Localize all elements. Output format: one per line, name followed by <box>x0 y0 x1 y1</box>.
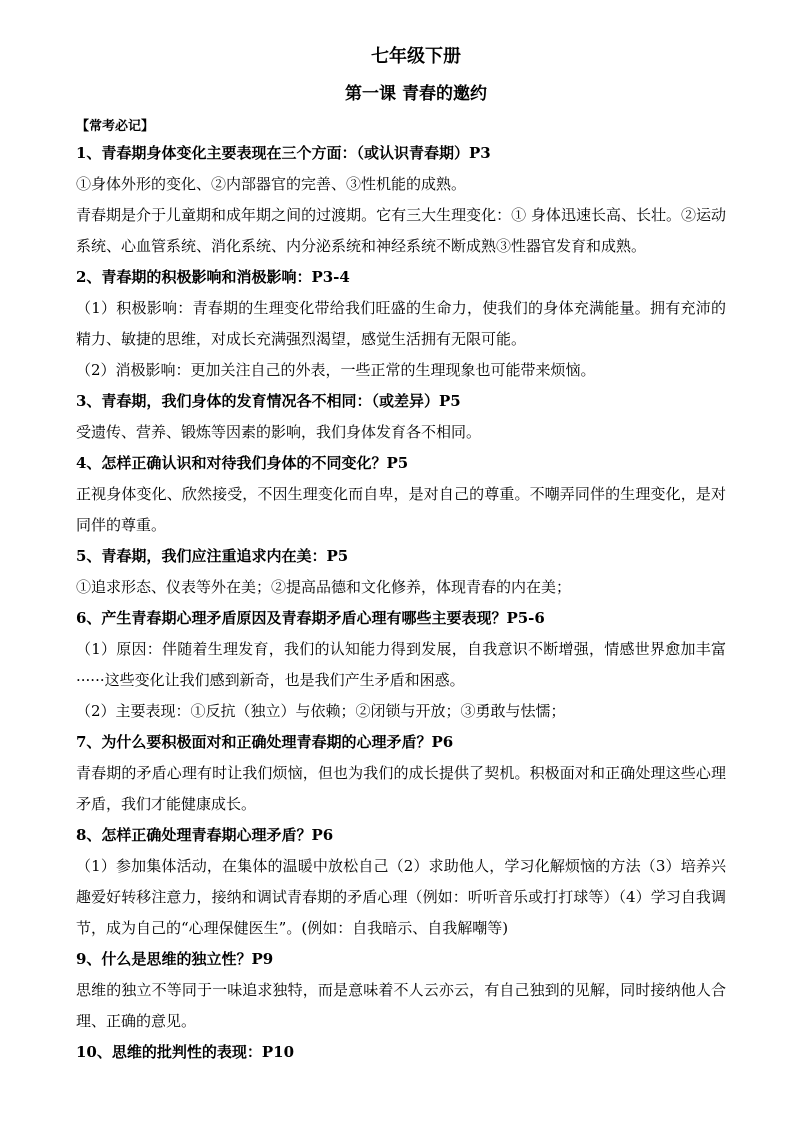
answer-paragraph: 青春期的矛盾心理有时让我们烦恼，但也为我们的成长提供了契机。积极面对和正确处理这些心理矛盾，我们才能健康成长。 <box>76 764 726 813</box>
question-block <box>76 541 726 603</box>
question-heading: 3、青春期，我们身体的发育情况各不相同：（或差异）P5 <box>76 392 461 410</box>
question-block <box>76 386 726 448</box>
answer-paragraph: （1）原因：伴随着生理发育，我们的认知能力得到发展，自我意识不断增强，情感世界愈加丰富······这些变化让我们感到新奇，也是我们产生矛盾和困惑。 <box>76 640 726 689</box>
answer-paragraph: （1）参加集体活动，在集体的温暖中放松自己（2）求助他人，学习化解烦恼的方法（3）培养兴趣爱好转移注意力，接纳和调试青春期的矛盾心理（例如：听听音乐或打打球等）（4）学习自我调节，成为自己的“心理保健医生”。(例如：自我暗示、自我解嘲等) <box>76 857 726 937</box>
answer-paragraph: （1）积极影响：青春期的生理变化带给我们旺盛的生命力，使我们的身体充满能量。拥有充沛的精力、敏捷的思维，对成长充满强烈渴望，感觉生活拥有无限可能。 <box>76 299 726 348</box>
question-heading: 9、什么是思维的独立性？P9 <box>76 950 274 968</box>
question-heading: 1、青春期身体变化主要表现在三个方面：（或认识青春期）P3 <box>76 144 491 162</box>
answer-paragraph: （2）主要表现：①反抗（独立）与依赖；②闭锁与开放；③勇敢与怯懦； <box>76 702 566 720</box>
question-block <box>76 448 726 541</box>
question-block <box>76 138 726 262</box>
question-block <box>76 944 726 1037</box>
section-tag: 【常考必记】 <box>76 119 155 134</box>
question-heading: 10、思维的批判性的表现：P10 <box>76 1043 295 1061</box>
question-list <box>76 138 726 1068</box>
question-heading: 6、产生青春期心理矛盾原因及青春期矛盾心理有哪些主要表现？P5-6 <box>76 609 545 627</box>
question-heading: 7、为什么要积极面对和正确处理青春期的心理矛盾？P6 <box>76 733 454 751</box>
question-heading: 8、怎样正确处理青春期心理矛盾？P6 <box>76 826 334 844</box>
lesson-title: 第一课 青春的邀约 <box>345 84 487 104</box>
answer-paragraph: 受遗传、营养、锻炼等因素的影响，我们身体发育各不相同。 <box>76 423 482 441</box>
question-block <box>76 820 726 944</box>
question-heading: 4、怎样正确认识和对待我们身体的不同变化？P5 <box>76 454 409 472</box>
document-title: 七年级下册 <box>371 46 461 67</box>
document-page <box>76 42 726 1068</box>
question-block <box>76 727 726 820</box>
question-block <box>76 262 726 386</box>
question-heading: 5、青春期，我们应注重追求内在美：P5 <box>76 547 349 565</box>
answer-paragraph: 正视身体变化、欣然接受，不因生理变化而自卑，是对自己的尊重。不嘲弄同伴的生理变化，是对同伴的尊重。 <box>76 485 726 534</box>
answer-paragraph: 思维的独立不等同于一味追求独特，而是意味着不人云亦云，有自己独到的见解，同时接纳他人合理、正确的意见。 <box>76 981 726 1030</box>
question-block <box>76 1037 726 1068</box>
answer-paragraph: ①身体外形的变化、②内部器官的完善、③性机能的成熟。 <box>76 175 467 193</box>
answer-paragraph: （2）消极影响：更加关注自己的外表，一些正常的生理现象也可能带来烦恼。 <box>76 361 596 379</box>
answer-paragraph: ①追求形态、仪表等外在美；②提高品德和文化修养，体现青春的内在美； <box>76 578 572 596</box>
question-block <box>76 603 726 727</box>
question-heading: 2、青春期的积极影响和消极影响：P3-4 <box>76 268 350 286</box>
answer-paragraph: 青春期是介于儿童期和成年期之间的过渡期。它有三大生理变化：① 身体迅速长高、长壮。②运动系统、心血管系统、消化系统、内分泌系统和神经系统不断成熟③性器官发育和成熟。 <box>76 206 726 255</box>
